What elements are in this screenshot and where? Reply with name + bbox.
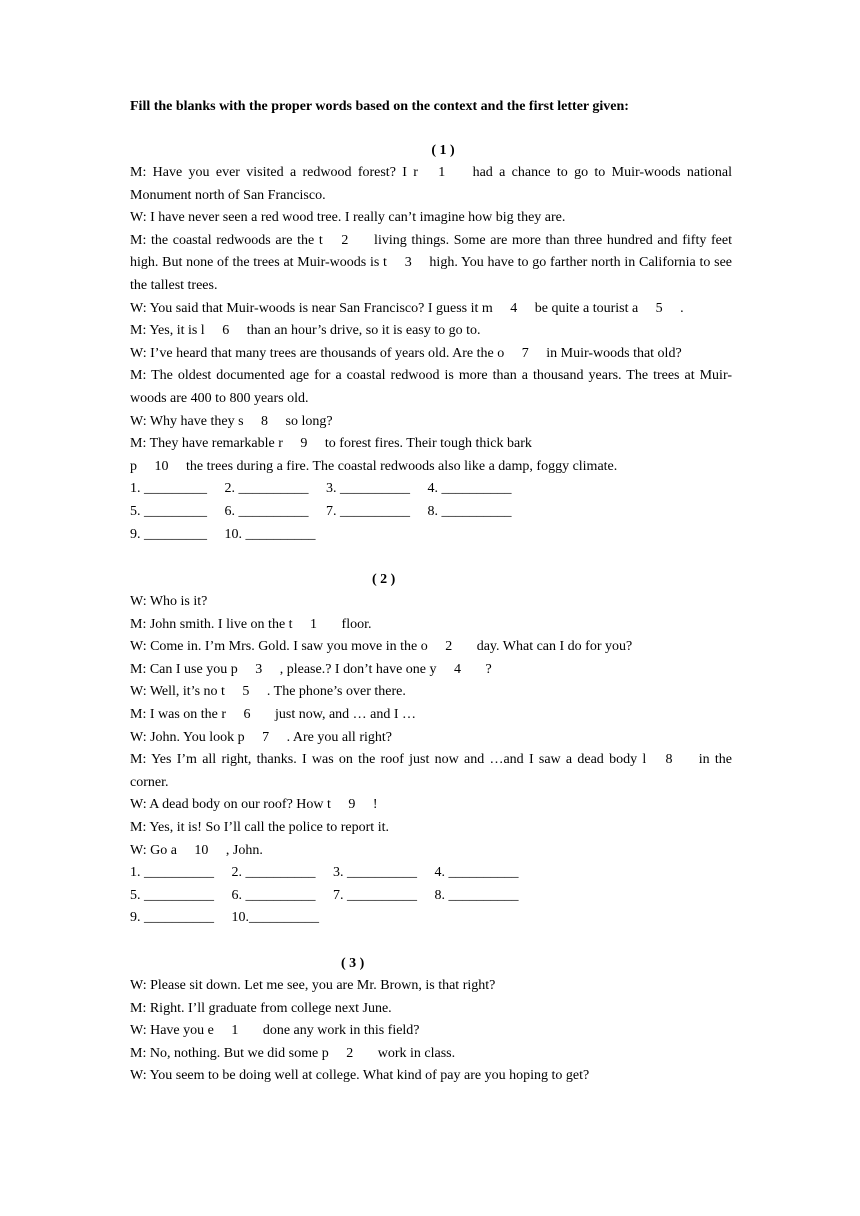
dialogue-line: W: John. You look p 7 . Are you all right? (130, 729, 392, 745)
section-3 (130, 953, 732, 1088)
dialogue-line: M: I was on the r 6 just now, and … and I … (130, 707, 417, 723)
section-title: ( 1 ) (431, 143, 455, 158)
answer-blanks-row: 1. _________ 2. __________ 3. __________ 4. __________ (130, 481, 512, 497)
dialogue-line: M: They have remarkable r 9 to forest fires. Their tough thick bark (130, 436, 532, 452)
dialogue-line: W: Come in. I’m Mrs. Gold. I saw you move in the o 2 day. What can I do for you? (130, 639, 633, 655)
section-1 (130, 140, 732, 546)
dialogue-line: M: Right. I’ll graduate from college next June. (130, 1000, 392, 1016)
dialogue-line: M: the coastal redwoods are the t 2 living things. Some are more than three hundred and fifty feet high. But none of the trees at Muir-woods is t 3 high. You have to go farther north in California to see the tallest trees. (130, 232, 732, 293)
dialogue-line: W: Why have they s 8 so long? (130, 413, 333, 429)
dialogue-line: W: Who is it? (130, 594, 208, 610)
answer-blanks-row: 5. _________ 6. __________ 7. __________ 8. __________ (130, 503, 512, 519)
dialogue-line: M: The oldest documented age for a coastal redwood is more than a thousand years. The trees at Muir-woods are 400 to 800 years old. (130, 368, 732, 406)
worksheet-page (130, 96, 732, 1088)
dialogue-line: W: Well, it’s no t 5 . The phone’s over there. (130, 684, 406, 700)
dialogue-line: M: Can I use you p 3 , please.? I don’t have one y 4 ? (130, 661, 492, 677)
dialogue-line: M: No, nothing. But we did some p 2 work in class. (130, 1045, 456, 1061)
answer-blanks-row: 1. __________ 2. __________ 3. __________ 4. __________ (130, 865, 519, 881)
answer-blanks-row: 9. __________ 10.__________ (130, 910, 319, 926)
section-title: ( 3 ) (341, 956, 365, 971)
dialogue-line: M: Yes, it is! So I’ll call the police to report it. (130, 820, 389, 836)
dialogue-line: p 10 the trees during a fire. The coastal redwoods also like a damp, foggy climate. (130, 458, 618, 474)
dialogue-line: M: John smith. I live on the t 1 floor. (130, 616, 372, 632)
dialogue-line: W: You seem to be doing well at college. What kind of pay are you hoping to get? (130, 1068, 590, 1084)
dialogue-line: W: I have never seen a red wood tree. I really can’t imagine how big they are. (130, 210, 566, 226)
instruction-heading: Fill the blanks with the proper words based on the context and the first letter given: (130, 99, 629, 114)
dialogue-line: W: You said that Muir-woods is near San Francisco? I guess it m 4 be quite a tourist a 5 . (130, 300, 684, 316)
answer-blanks-row: 5. __________ 6. __________ 7. __________ 8. __________ (130, 887, 519, 903)
section-title: ( 2 ) (372, 572, 396, 588)
dialogue-line: W: Go a 10 , John. (130, 842, 263, 858)
dialogue-line: W: I’ve heard that many trees are thousands of years old. Are the o 7 in Muir-woods that old? (130, 345, 682, 361)
dialogue-line: W: A dead body on our roof? How t 9 ! (130, 797, 378, 813)
dialogue-line: M: Yes I’m all right, thanks. I was on the roof just now and …and I saw a dead body l 8 in the corner. (130, 752, 732, 790)
dialogue-line: M: Have you ever visited a redwood forest? I r 1 had a chance to go to Muir-woods national Monument north of San Francisco. (130, 165, 732, 203)
dialogue-line: M: Yes, it is l 6 than an hour’s drive, so it is easy to go to. (130, 323, 481, 339)
dialogue-line: W: Please sit down. Let me see, you are Mr. Brown, is that right? (130, 978, 496, 993)
answer-blanks-row: 9. _________ 10. __________ (130, 526, 316, 542)
dialogue-line: W: Have you e 1 done any work in this field? (130, 1023, 420, 1039)
section-2 (130, 569, 732, 930)
